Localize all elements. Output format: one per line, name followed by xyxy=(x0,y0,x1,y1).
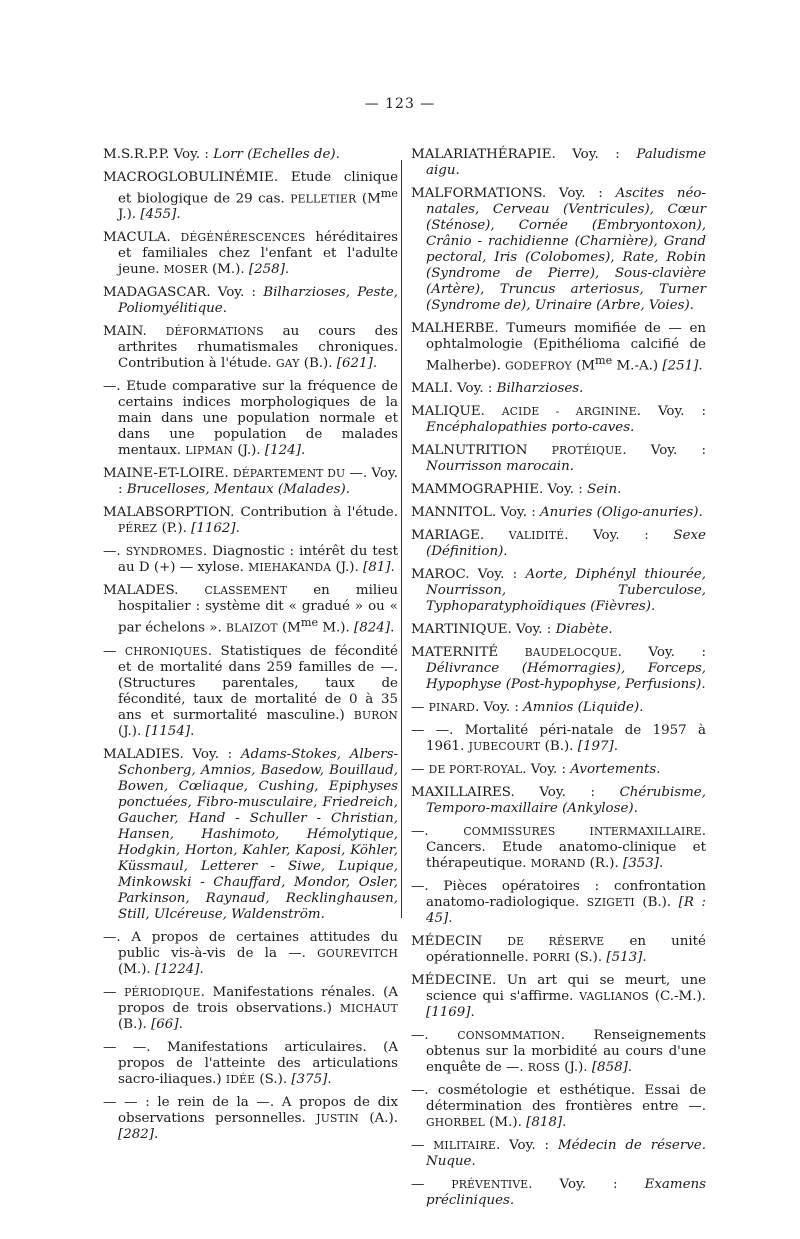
index-entry: — —. Manifestations articulaires. (A propos de l'atteinte des articulations sacro-iliaques.) IDÉE (S.). [375]. xyxy=(103,1039,398,1087)
index-entry: MACULA. DÉGÉNÉRESCENCES héréditaires et familiales chez l'enfant et l'adulte jeune. MOSER (M.). [258]. xyxy=(103,230,398,278)
index-entry: M.S.R.P.P. Voy. : Lorr (Echelles de). xyxy=(103,147,340,162)
index-entry: MALIQUE. ACIDE - ARGININE. Voy. : Encéphalopathies porto-caves. xyxy=(411,404,706,436)
index-entry: MALHERBE. Tumeurs momifiée de — en ophtalmologie (Epithélioma calcifié de Malherbe). GODEFROY ($M^{me}$ M.-A.) [251]. xyxy=(411,321,706,374)
index-entry: MACROGLOBULINÉMIE. Etude clinique et biologique de 29 cas. PELLETIER ($M^{me}$ J.). [455]. xyxy=(103,170,398,223)
index-entry: —. CONSOMMATION. Renseignements obtenus sur la morbidité au cours d'une enquête de —. ROSS (J.). [858]. xyxy=(411,1028,706,1076)
index-entry: MAINE-ET-LOIRE. DÉPARTEMENT DU —. Voy. : Brucelloses, Mentaux (Malades). xyxy=(103,466,398,498)
index-entry: MALNUTRITION PROTÉIQUE. Voy. : Nourrisson marocain. xyxy=(411,443,706,475)
index-entry: MAROC. Voy. : Aorte, Diphényl thiourée, Nourrisson, Tuberculose, Typhoparatyphoïdiques (Fièvres). xyxy=(411,567,706,615)
index-entry: — — : le rein de la —. A propos de dix observations personnelles. JUSTIN (A.). [282]. xyxy=(103,1094,398,1142)
index-column-left xyxy=(103,147,398,1150)
index-entry: —. Etude comparative sur la fréquence de certains indices morphologiques de la main dans une population normale et dans une population de malades mentaux. LIPMAN (J.). [124]. xyxy=(103,379,398,459)
index-entry: MARIAGE. VALIDITÉ. Voy. : Sexe (Définition). xyxy=(411,528,706,560)
index-entry: — PRÉVENTIVE. Voy. : Examens précliniques. xyxy=(411,1177,706,1209)
index-entry: MAIN. DÉFORMATIONS au cours des arthrites rhumatismales chroniques. Contribution à l'étude. GAY (B.). [621]. xyxy=(103,324,398,372)
index-entry: MALADIES. Voy. : Adams-Stokes, Albers-Schonberg, Amnios, Basedow, Bouillaud, Bowen, Cœliaque, Cushing, Epiphyses ponctuées, Fibro-musculaire, Friedreich, Gaucher, Hand - Schuller - Christian, Hansen, Hashimoto, Hémolytique, Hodgkin, Horton, Kahler, Kaposi, Köhler, Küssmaul, Letterer - Siwe, Lupique, Minkowski - Chauffard, Mondor, Osler, Parkinson, Raynaud, Recklinghausen, Still, Ulcéreuse, Waldenström. xyxy=(103,746,398,922)
index-entry: MALARIATHÉRAPIE. Voy. : Paludisme aigu. xyxy=(411,147,706,178)
column-divider xyxy=(401,160,402,918)
page-number: — 123 — xyxy=(364,96,436,112)
index-entry: MALABSORPTION. Contribution à l'étude. PÉREZ (P.). [1162]. xyxy=(103,505,398,537)
index-entry: MAMMOGRAPHIE. Voy. : Sein. xyxy=(411,482,622,498)
index-entry: MALFORMATIONS. Voy. : Ascites néo-natales, Cerveau (Ventricules), Cœur (Sténose), Cornée (Embryontoxon), Crânio - rachidienne (Charnière), Grand pectoral, Iris (Colobomes), Rate, Robin (Syndrome de Pierre), Sous-clavière (Artère), Truncus arteriosus, Turner (Syndrome de), Urinaire (Arbre, Voies). xyxy=(411,186,706,313)
index-entry: MANNITOL. Voy. : Anuries (Oligo-anuries). xyxy=(411,505,703,521)
index-entry: —. A propos de certaines attitudes du public vis-à-vis de la —. GOUREVITCH (M.). [1224]. xyxy=(103,929,398,977)
index-entry: — CHRONIQUES. Statistiques de fécondité et de mortalité dans 259 familles de —. (Structures parentales, taux de fécondité, taux de mortalité de 0 à 35 ans et surmortalité masculine.) BURON (J.). [1154]. xyxy=(103,643,398,739)
index-column-right xyxy=(411,147,706,1216)
index-entry: MADAGASCAR. Voy. : Bilharzioses, Peste, Poliomyélitique. xyxy=(103,285,398,317)
index-entry: —. cosmétologie et esthétique. Essai de détermination des frontières entre —. GHORBEL (M.). [818]. xyxy=(411,1083,706,1131)
index-entry: MALADES. CLASSEMENT en milieu hospitalier : système dit « gradué » ou « par échelons ». BLAIZOT ($M^{me}$ M.). [824]. xyxy=(103,583,398,636)
index-entry: — MILITAIRE. Voy. : Médecin de réserve. Nuque. xyxy=(411,1138,706,1170)
index-entry: —. Pièces opératoires : confrontation anatomo-radiologique. SZIGETI (B.). [R : 45]. xyxy=(411,879,706,927)
index-entry: MAXILLAIRES. Voy. : Chérubisme, Temporo-maxillaire (Ankylose). xyxy=(411,785,706,817)
index-entry: MATERNITÉ BAUDELOCQUE. Voy. : Délivrance (Hémorragies), Forceps, Hypophyse (Post-hypophyse, Perfusions). xyxy=(411,645,707,693)
index-entry: —. COMMISSURES INTERMAXILLAIRE. Cancers. Etude anatomo-clinique et thérapeutique. MORAND (R.). [353]. xyxy=(411,824,706,872)
index-entry: — DE PORT-ROYAL. Voy. : Avortements. xyxy=(411,762,661,778)
index-entry: — PÉRIODIQUE. Manifestations rénales. (A propos de trois observations.) MICHAUT (B.). [66]. xyxy=(103,984,398,1032)
index-entry: MARTINIQUE. Voy. : Diabète. xyxy=(411,622,613,638)
index-entry: — PINARD. Voy. : Amnios (Liquide). xyxy=(411,700,644,716)
index-entry: —. SYNDROMES. Diagnostic : intérêt du test au D (+) — xylose. MIEHAKANDA (J.). [81]. xyxy=(103,544,398,576)
index-entry: — —. Mortalité péri-natale de 1957 à 1961. JUBECOURT (B.). [197]. xyxy=(411,723,706,755)
index-entry: MALI. Voy. : Bilharzioses. xyxy=(411,381,584,397)
index-entry: MÉDECINE. Un art qui se meurt, une science qui s'affirme. VAGLIANOS (C.-M.). [1169]. xyxy=(411,973,706,1021)
index-entry: MÉDECIN DE RÉSERVE en unité opérationnelle. PORRI (S.). [513]. xyxy=(411,934,706,966)
